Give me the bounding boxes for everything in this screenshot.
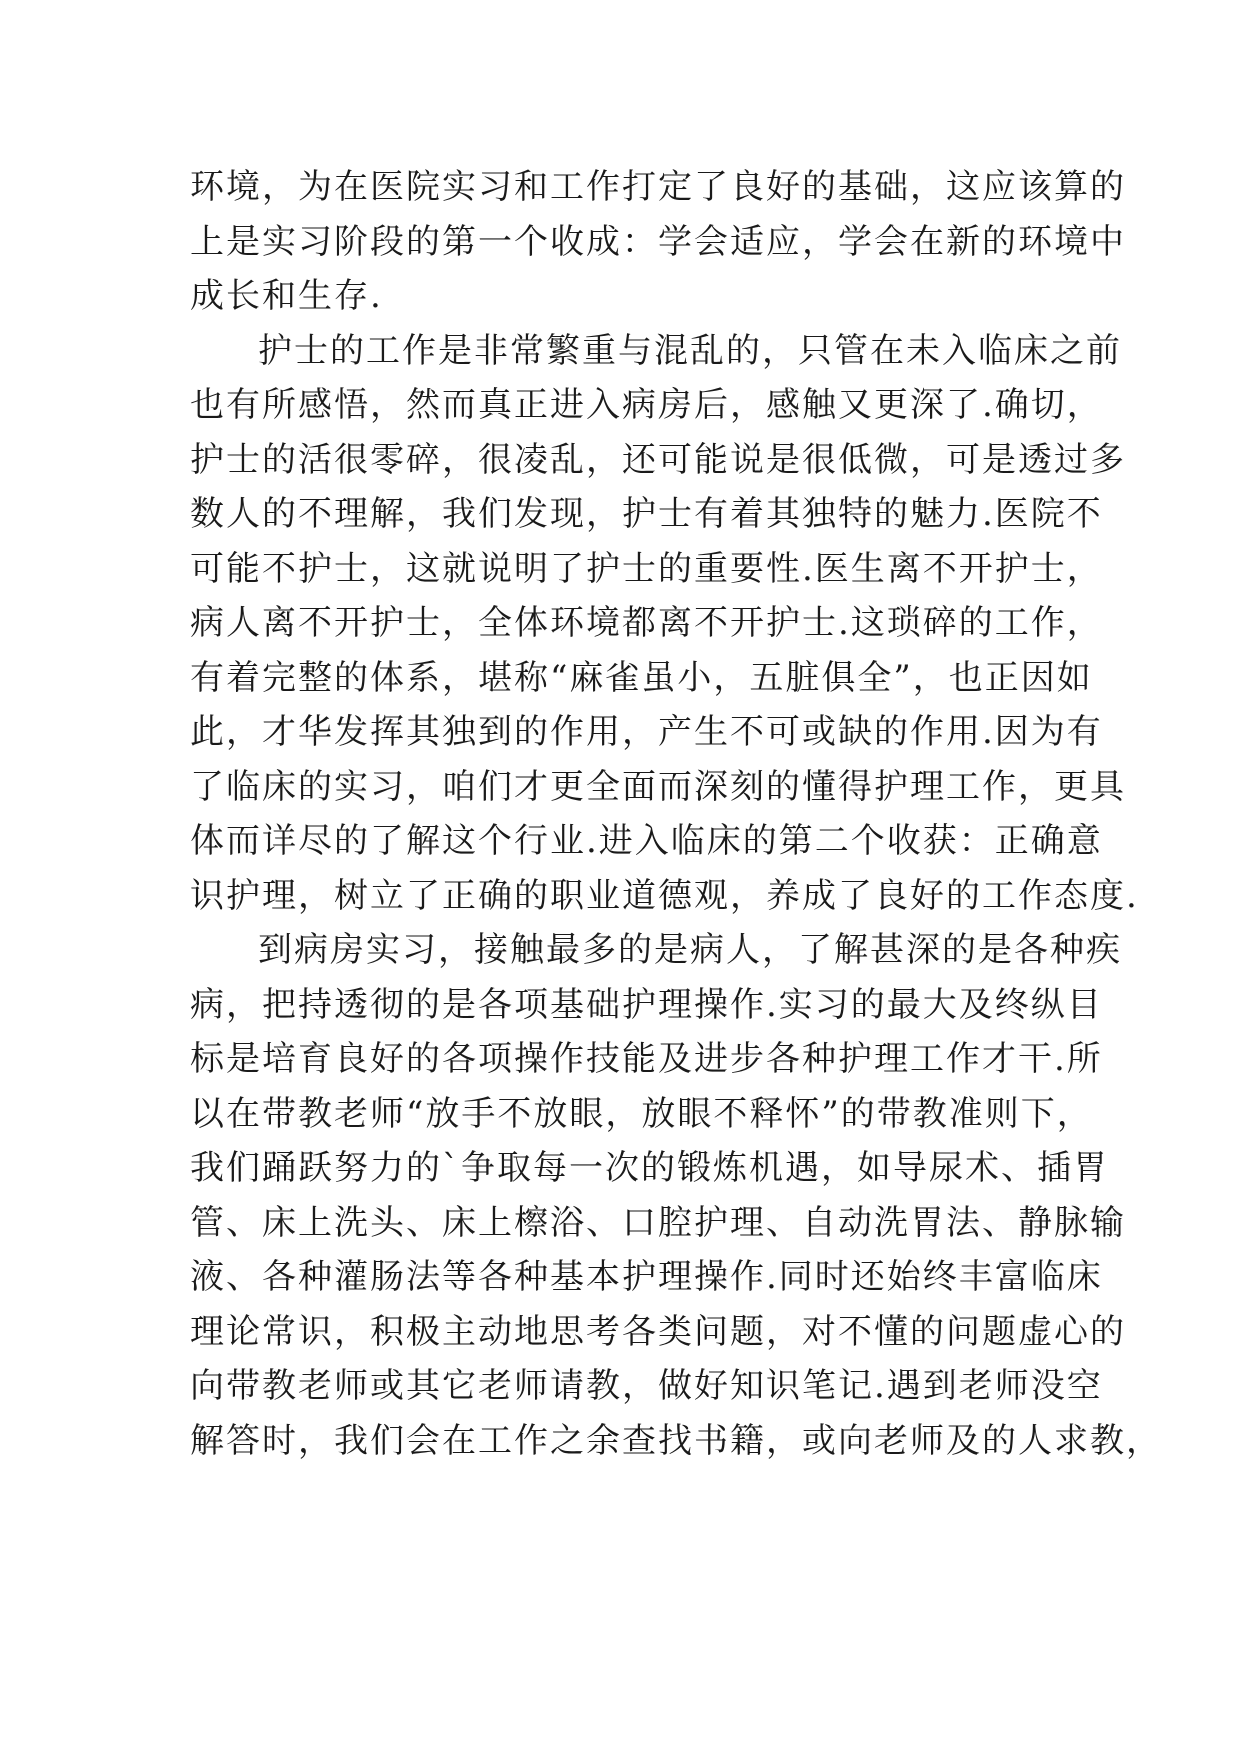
- text-line: 我们踊跃努力的`争取每一次的锻炼机遇，如导尿术、插胃: [190, 1148, 1109, 1188]
- text-line: 也有所感悟，然而真正进入病房后，感触又更深了.确切，: [190, 385, 1103, 425]
- text-line: 此，才华发挥其独到的作用，产生不可或缺的作用.因为有: [190, 712, 1103, 752]
- text-line: 理论常识，积极主动地思考各类问题，对不懂的问题虚心的: [190, 1311, 1126, 1352]
- paragraph: [190, 160, 1126, 324]
- paragraph: [190, 324, 1139, 924]
- paragraph: [190, 923, 1162, 1468]
- text-line: 护士的工作是非常繁重与混乱的，只管在未入临床之前: [258, 330, 1122, 371]
- text-line: 病人离不开护士，全体环境都离不开护士.这琐碎的工作，: [190, 603, 1103, 643]
- text-line: 了临床的实习，咱们才更全面而深刻的懂得护理工作，更具: [190, 766, 1126, 807]
- text-line: 数人的不理解，我们发现，护士有着其独特的魅力.医院不: [190, 494, 1103, 534]
- text-line: 可能不护士，这就说明了护士的重要性.医生离不开护士，: [190, 548, 1103, 589]
- text-line: 标是培育良好的各项操作技能及进步各种护理工作才干.所: [190, 1039, 1103, 1079]
- text-line: 识护理，树立了正确的职业道德观，养成了良好的工作态度.: [190, 875, 1139, 916]
- text-line: 环境，为在医院实习和工作打定了良好的基础，这应该算的: [190, 167, 1126, 207]
- text-line: 护士的活很零碎，很凌乱，还可能说是很低微，可是透过多: [190, 439, 1126, 480]
- text-line: 管、床上洗头、床上檫浴、口腔护理、自动洗胃法、静脉输: [190, 1202, 1126, 1243]
- document-body: [190, 160, 1162, 1468]
- text-line: 解答时，我们会在工作之余查找书籍，或向老师及的人求教，: [190, 1420, 1162, 1461]
- text-line: 液、各种灌肠法等各种基本护理操作.同时还始终丰富临床: [190, 1257, 1103, 1297]
- text-line: 上是实习阶段的第一个收成：学会适应，学会在新的环境中: [190, 221, 1126, 262]
- text-line: 向带教老师或其它老师请教，做好知识笔记.遇到老师没空: [190, 1366, 1103, 1406]
- text-line: 体而详尽的了解这个行业.进入临床的第二个收获：正确意: [190, 821, 1103, 861]
- text-line: 病，把持透彻的是各项基础护理操作.实习的最大及终纵目: [190, 984, 1103, 1025]
- text-line: 到病房实习，接触最多的是病人，了解甚深的是各种疾: [258, 930, 1122, 970]
- text-line: 成长和生存.: [190, 276, 383, 316]
- text-line: 以在带教老师“放手不放眼，放眼不释怀”的带教准则下，: [190, 1093, 1093, 1134]
- text-line: 有着完整的体系，堪称“麻雀虽小，五脏俱全”，也正因如: [190, 657, 1093, 698]
